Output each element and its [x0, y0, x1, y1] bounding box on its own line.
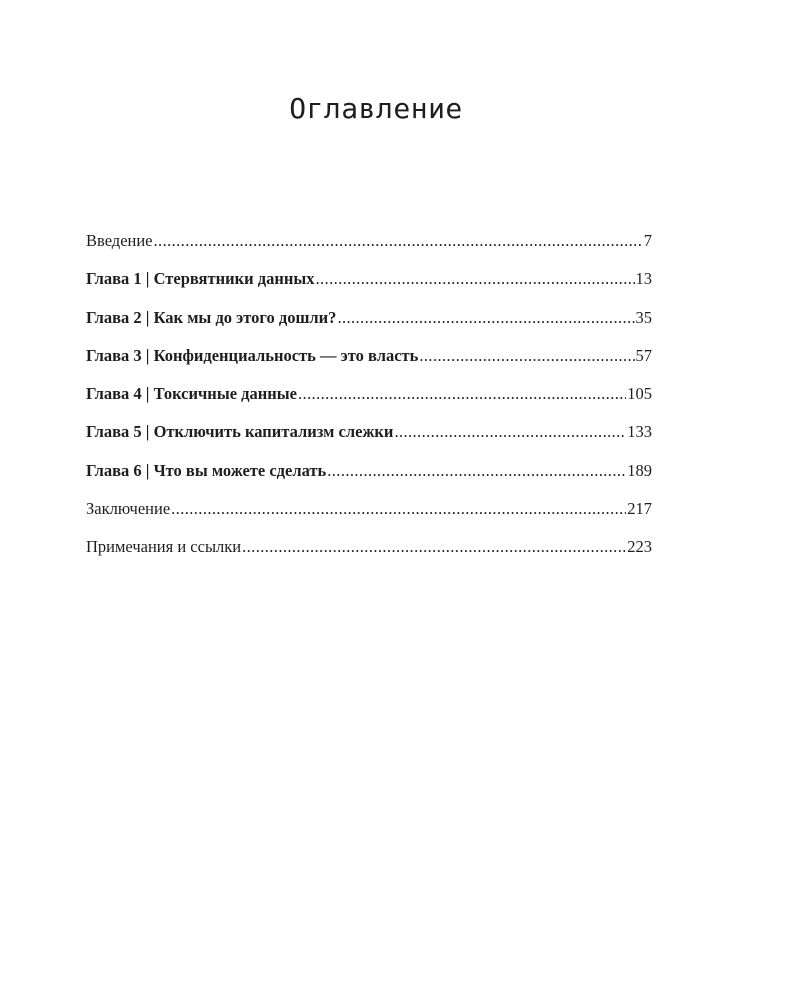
toc-entry-label: Глава 2 | Как мы до этого дошли? — [86, 307, 337, 327]
toc-entry-label: Примечания и ссылки — [86, 537, 242, 557]
toc-entry-label: Глава 4 | Токсичные данные — [86, 384, 297, 404]
dot-leader — [242, 534, 626, 560]
toc-entry-chapter-4[interactable] — [86, 381, 652, 419]
dot-leader — [327, 458, 626, 484]
toc-entry-page-number: 35 — [635, 307, 652, 327]
toc-entry-label: Глава 6 | Что вы можете сделать — [86, 460, 327, 480]
toc-entry-page-number: 133 — [627, 422, 652, 442]
toc-entry-page-number: 223 — [627, 537, 652, 557]
toc-entry-label: Заключение — [86, 499, 171, 519]
page-title: Оглавление — [289, 92, 463, 125]
dot-leader — [171, 496, 626, 522]
toc-entry-chapter-5[interactable] — [86, 419, 652, 457]
toc-entry-notes[interactable] — [86, 534, 652, 572]
dot-leader — [419, 343, 634, 369]
dot-leader — [298, 381, 626, 407]
toc-entry-page-number: 57 — [635, 345, 652, 365]
dot-leader — [337, 305, 634, 331]
toc-entry-conclusion[interactable] — [86, 496, 652, 534]
toc-entry-chapter-6[interactable] — [86, 458, 652, 496]
dot-leader — [154, 228, 643, 254]
toc-entry-chapter-2[interactable] — [86, 305, 652, 343]
dot-leader — [316, 266, 635, 292]
toc-entry-label: Глава 1 | Стервятники данных — [86, 269, 315, 289]
toc-entry-introduction[interactable] — [86, 228, 652, 266]
toc-entry-page-number: 217 — [627, 499, 652, 519]
toc-entry-page-number: 7 — [643, 231, 652, 250]
toc-entry-label: Введение — [86, 231, 153, 250]
toc-entry-page-number: 189 — [627, 460, 652, 480]
toc-entry-chapter-3[interactable] — [86, 343, 652, 381]
toc-entry-chapter-1[interactable] — [86, 266, 652, 304]
toc-entry-page-number: 105 — [627, 384, 652, 404]
table-of-contents — [86, 228, 652, 573]
toc-entry-page-number: 13 — [635, 269, 652, 289]
toc-entry-label: Глава 5 | Отключить капитализм слежки — [86, 422, 394, 442]
dot-leader — [394, 419, 626, 445]
toc-entry-label: Глава 3 | Конфиденциальность — это власть — [86, 345, 419, 365]
